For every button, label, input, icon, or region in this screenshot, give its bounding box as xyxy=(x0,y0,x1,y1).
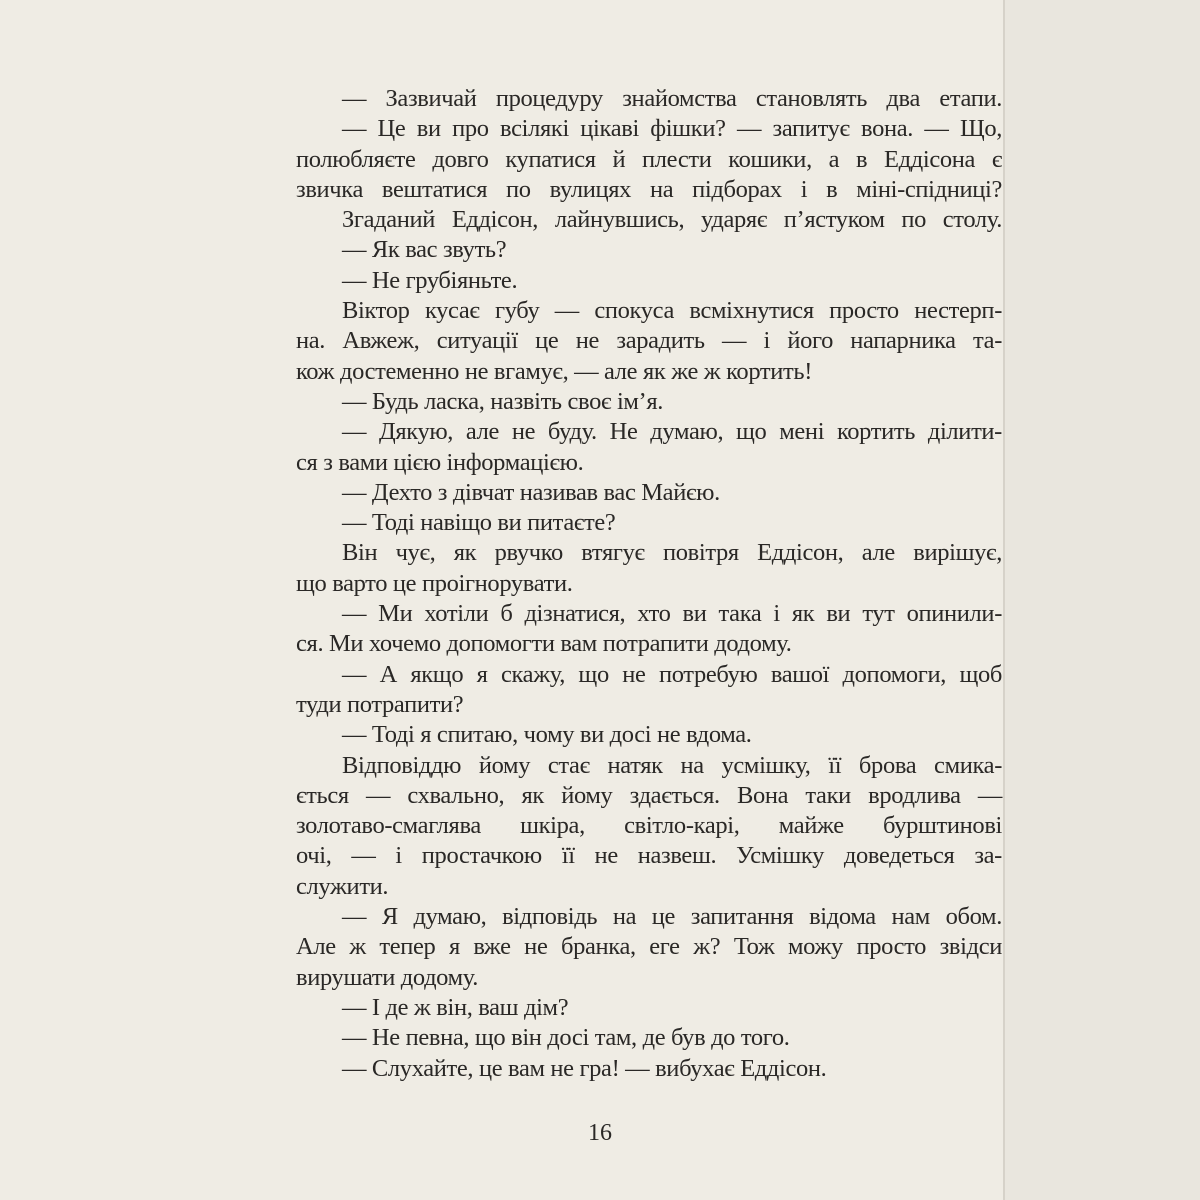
text-line: — Ми хотіли б дізнатися, хто ви така і як ви тут опинили- xyxy=(342,600,1002,628)
text-line: звичка вештатися по вулицях на підборах і в міні-спідниці? xyxy=(296,175,1002,203)
text-line: — Я думаю, відповідь на це запитання відома нам обом. xyxy=(342,903,1002,931)
text-line: полюбляєте довго купатися й плести кошики, а в Еддісона є xyxy=(296,145,1002,173)
text-line: — А якщо я скажу, що не потребую вашої допомоги, щоб xyxy=(342,660,1002,688)
text-line: служити. xyxy=(296,872,389,900)
text-line: — Як вас звуть? xyxy=(342,236,507,264)
text-line: — Зазвичай процедуру знайомства становлять два етапи. xyxy=(342,85,1002,112)
text-line: — Це ви про всілякі цікаві фішки? — запитує вона. — Що, xyxy=(342,115,1002,143)
text-line: ся. Ми хочемо допомогти вам потрапити додому. xyxy=(296,630,792,658)
text-line: що варто це проігнорувати. xyxy=(296,569,573,597)
text-line: Віктор кусає губу — спокуса всміхнутися просто нестерп- xyxy=(342,297,1002,325)
text-line: золотаво-смаглява шкіра, світло-карі, майже бурштинові xyxy=(296,812,1002,840)
text-line: Відповіддю йому стає натяк на усмішку, її брова смика- xyxy=(342,751,1002,779)
page-number: 16 xyxy=(588,1120,612,1146)
text-line: — Тоді я спитаю, чому ви досі не вдома. xyxy=(342,721,752,749)
text-line: — Не певна, що він досі там, де був до того. xyxy=(342,1024,790,1052)
text-line: ється — схвально, як йому здається. Вона таки вродлива — xyxy=(296,781,1002,809)
text-line: Згаданий Еддісон, лайнувшись, ударяє п’ястуком по столу. xyxy=(342,206,1002,234)
book-text-block xyxy=(296,84,1002,1084)
text-line: — Дякую, але не буду. Не думаю, що мені кортить ділити- xyxy=(342,418,1002,446)
text-line: — Слухайте, це вам не гра! — вибухає Еддісон. xyxy=(342,1054,827,1082)
text-line: — І де ж він, ваш дім? xyxy=(342,993,569,1021)
text-line: Він чує, як рвучко втягує повітря Еддісон, але вирішує, xyxy=(342,539,1002,567)
text-line: Але ж тепер я вже не бранка, еге ж? Тож можу просто звідси xyxy=(296,933,1002,961)
text-line: очі, — і простачкою її не назвеш. Усмішку доведеться за- xyxy=(296,842,1002,870)
text-line: — Дехто з дівчат називав вас Майєю. xyxy=(342,478,720,506)
text-line: вирушати додому. xyxy=(296,963,478,991)
text-line: — Не грубіяньте. xyxy=(342,266,518,294)
text-line: — Будь ласка, назвіть своє ім’я. xyxy=(342,387,664,415)
text-line: ся з вами цією інформацією. xyxy=(296,448,584,476)
text-line: кож достеменно не вгамує, — але як же ж кортить! xyxy=(296,357,813,385)
text-line: — Тоді навіщо ви питаєте? xyxy=(342,509,616,537)
text-line: туди потрапити? xyxy=(296,690,464,718)
text-line: на. Авжеж, ситуації це не зарадить — і його напарника та- xyxy=(296,327,1002,355)
page-edge xyxy=(1003,0,1200,1200)
